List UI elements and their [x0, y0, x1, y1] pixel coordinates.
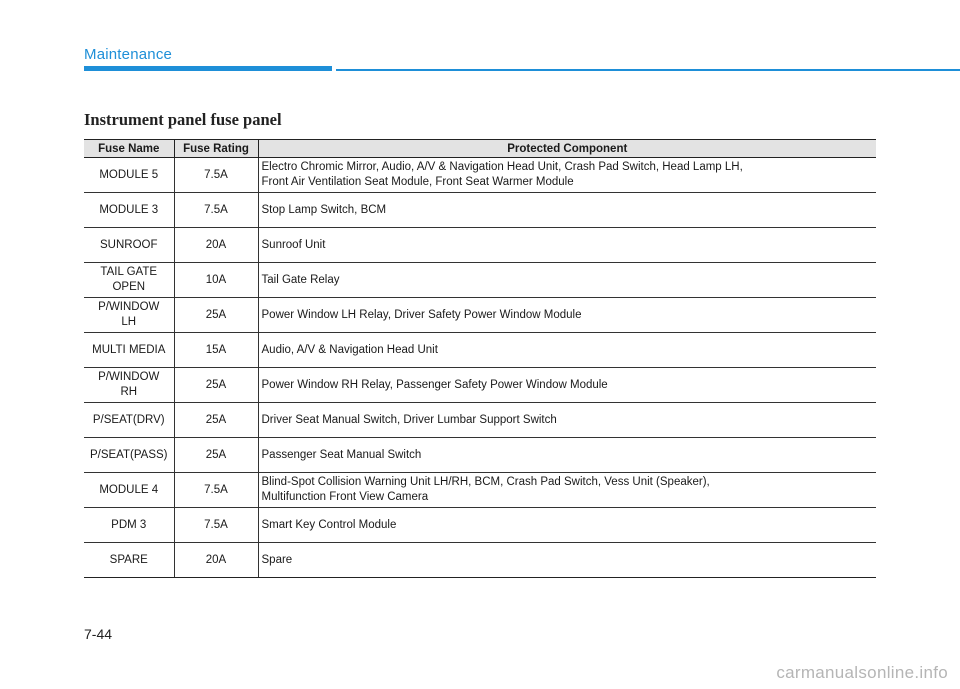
protected-component-cell: Driver Seat Manual Switch, Driver Lumbar Support Switch	[258, 403, 876, 438]
watermark: carmanualsonline.info	[776, 663, 948, 682]
table-row	[84, 193, 876, 228]
fuse-name-cell: TAIL GATE OPEN	[84, 263, 174, 298]
fuse-name-cell: MODULE 3	[84, 193, 174, 228]
table-row	[84, 473, 876, 508]
fuse-rating-cell: 15A	[174, 333, 258, 368]
fuse-table	[84, 139, 876, 578]
table-row	[84, 368, 876, 403]
table-row	[84, 403, 876, 438]
fuse-rating-cell: 7.5A	[174, 473, 258, 508]
fuse-rating-cell: 10A	[174, 263, 258, 298]
protected-component-cell: Electro Chromic Mirror, Audio, A/V & Navigation Head Unit, Crash Pad Switch, Head Lamp LH, Front Air Ventilation Seat Module, Front Seat Warmer Module	[258, 158, 876, 193]
fuse-rating-cell: 20A	[174, 228, 258, 263]
column-header-fuse-name: Fuse Name	[84, 140, 174, 158]
fuse-name-cell: SUNROOF	[84, 228, 174, 263]
table-row	[84, 438, 876, 473]
protected-component-cell: Stop Lamp Switch, BCM	[258, 193, 876, 228]
fuse-rating-cell: 25A	[174, 298, 258, 333]
protected-component-cell: Power Window LH Relay, Driver Safety Power Window Module	[258, 298, 876, 333]
table-row	[84, 298, 876, 333]
fuse-rating-cell: 7.5A	[174, 508, 258, 543]
protected-component-cell: Smart Key Control Module	[258, 508, 876, 543]
fuse-rating-cell: 25A	[174, 368, 258, 403]
fuse-name-cell: PDM 3	[84, 508, 174, 543]
column-header-protected-component: Protected Component	[258, 140, 876, 158]
protected-component-cell: Audio, A/V & Navigation Head Unit	[258, 333, 876, 368]
protected-component-cell: Tail Gate Relay	[258, 263, 876, 298]
header-rule-thick	[84, 66, 332, 71]
fuse-name-cell: MODULE 4	[84, 473, 174, 508]
fuse-rating-cell: 7.5A	[174, 158, 258, 193]
fuse-name-cell: P/SEAT(DRV)	[84, 403, 174, 438]
fuse-rating-cell: 25A	[174, 438, 258, 473]
page-number: 7-44	[84, 626, 113, 642]
table-row	[84, 508, 876, 543]
fuse-name-cell: P/WINDOW RH	[84, 368, 174, 403]
protected-component-cell: Spare	[258, 543, 876, 578]
header-rule-thin	[336, 69, 960, 71]
protected-component-cell: Sunroof Unit	[258, 228, 876, 263]
protected-component-cell: Passenger Seat Manual Switch	[258, 438, 876, 473]
table-row	[84, 543, 876, 578]
table-row	[84, 158, 876, 193]
fuse-name-cell: P/SEAT(PASS)	[84, 438, 174, 473]
column-header-fuse-rating: Fuse Rating	[174, 140, 258, 158]
table-row	[84, 333, 876, 368]
fuse-rating-cell: 25A	[174, 403, 258, 438]
fuse-rating-cell: 7.5A	[174, 193, 258, 228]
protected-component-cell: Power Window RH Relay, Passenger Safety Power Window Module	[258, 368, 876, 403]
table-header-row	[84, 140, 876, 158]
section-title: Maintenance	[84, 46, 173, 63]
table-row	[84, 263, 876, 298]
page-heading: Instrument panel fuse panel	[84, 110, 282, 129]
fuse-name-cell: MODULE 5	[84, 158, 174, 193]
fuse-name-cell: MULTI MEDIA	[84, 333, 174, 368]
table-row	[84, 228, 876, 263]
fuse-rating-cell: 20A	[174, 543, 258, 578]
fuse-name-cell: SPARE	[84, 543, 174, 578]
protected-component-cell: Blind-Spot Collision Warning Unit LH/RH, BCM, Crash Pad Switch, Vess Unit (Speaker), Multifunction Front View Camera	[258, 473, 876, 508]
fuse-name-cell: P/WINDOW LH	[84, 298, 174, 333]
